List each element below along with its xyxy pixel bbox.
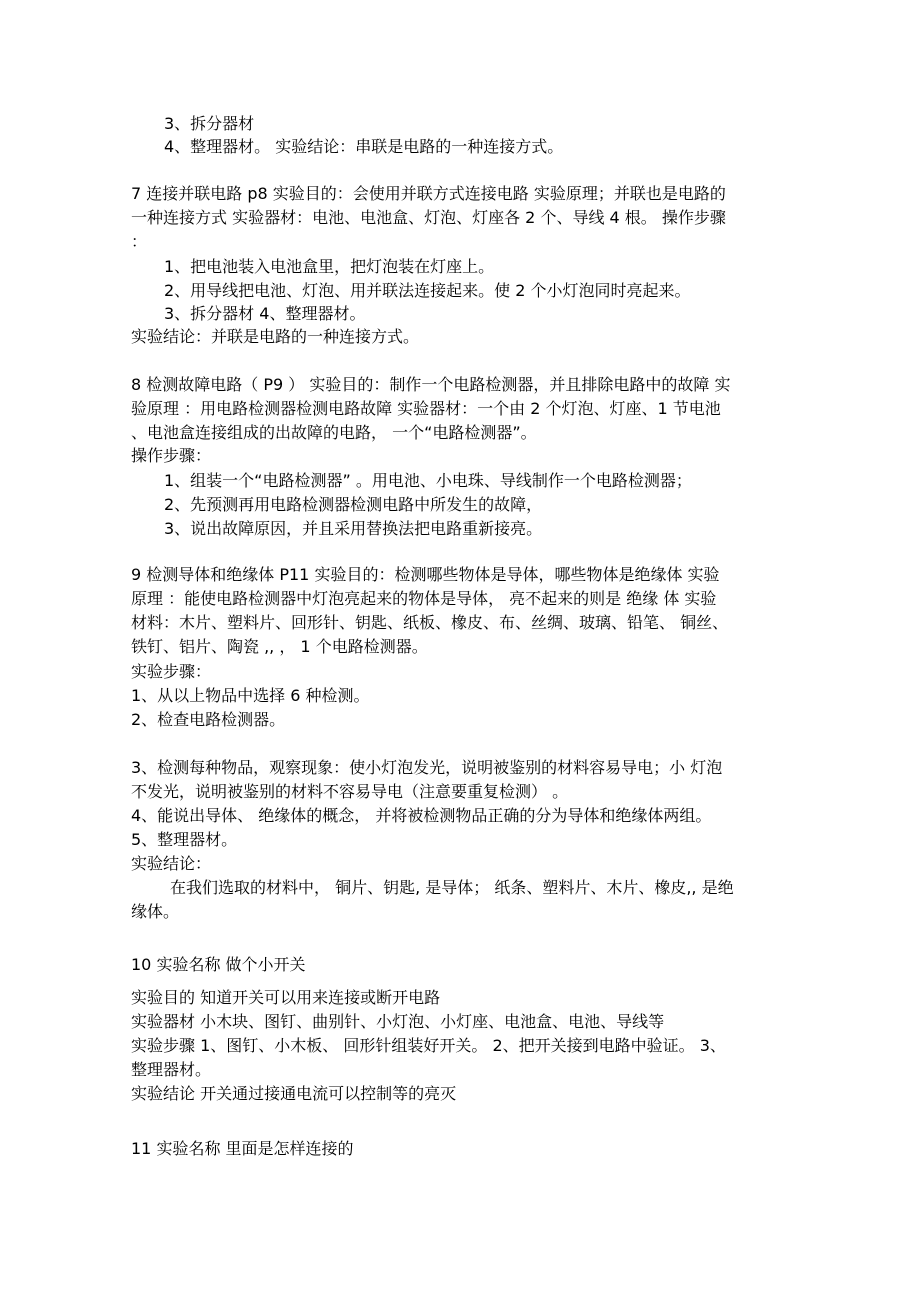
text-line: 2、检查电路检测器。 xyxy=(131,710,286,729)
text-line: 整理器材。 xyxy=(131,1060,212,1079)
text-line: 实验目的 知道开关可以用来连接或断开电路 xyxy=(131,988,441,1007)
text-line: 1、把电池装入电池盒里，把灯泡装在灯座上。 xyxy=(164,257,495,276)
text-line: 5、整理器材。 xyxy=(131,830,238,849)
text-line: 实验步骤 1、图钉、小木板、 回形针组装好开关。 2、把开关接到电路中验证。 3、 xyxy=(131,1036,726,1055)
text-line: 3、拆分器材 4、整理器材。 xyxy=(164,304,366,323)
section-heading: 10 实验名称 做个小开关 xyxy=(131,955,306,974)
text-line: 材料：木片、塑料片、回形针、钥匙、纸板、橡皮、布、丝绸、玻璃、铅笔、 铜丝、 xyxy=(131,613,729,632)
text-line: 8 检测故障电路（ P9 ） 实验目的：制作一个电路检测器，并且排除电路中的故障 实 xyxy=(131,375,731,394)
text-line: 缘体。 xyxy=(131,902,180,921)
text-line: 不发光，说明被鉴别的材料不容易导电（注意要重复检测） 。 xyxy=(131,782,569,801)
text-line: 一种连接方式 实验器材：电池、电池盒、灯泡、灯座各 2 个、导线 4 根。 操作步骤 xyxy=(131,208,726,227)
text-line: 3、拆分器材 xyxy=(164,114,255,133)
text-line: 铁钉、铝片、陶瓷 ,, ， 1 个电路检测器。 xyxy=(131,637,428,656)
text-line: 9 检测导体和绝缘体 P11 实验目的：检测哪些物体是导体，哪些物体是绝缘体 实验 xyxy=(131,565,720,584)
text-line: 在我们选取的材料中， 铜片、钥匙, 是导体； 纸条、塑料片、木片、橡皮,, 是绝 xyxy=(170,878,734,897)
text-line: 4、整理器材。 实验结论：串联是电路的一种连接方式。 xyxy=(164,137,564,156)
text-line: 7 连接并联电路 p8 实验目的：会使用并联方式连接电路 实验原理；并联也是电路的 xyxy=(131,184,726,203)
text-line: 实验结论：并联是电路的一种连接方式。 xyxy=(131,327,420,346)
text-line: 3、检测每种物品，观察现象：使小灯泡发光，说明被鉴别的材料容易导电；小 灯泡 xyxy=(131,758,723,777)
section-heading: 11 实验名称 里面是怎样连接的 xyxy=(131,1139,354,1158)
text-line: 操作步骤： xyxy=(131,446,212,465)
text-line: 4、能说出导体、 绝缘体的概念， 并将被检测物品正确的分为导体和绝缘体两组。 xyxy=(131,806,712,825)
text-line: 实验结论 开关通过接通电流可以控制等的亮灭 xyxy=(131,1084,457,1103)
text-line: 1、从以上物品中选择 6 种检测。 xyxy=(131,686,370,705)
text-line: 3、说出故障原因，并且采用替换法把电路重新接亮。 xyxy=(164,519,543,538)
text-line: 、电池盒连接组成的出故障的电路， 一个“电路检测器”。 xyxy=(131,423,537,442)
text-line: 2、用导线把电池、灯泡、用并联法连接起来。使 2 个小灯泡同时亮起来。 xyxy=(164,281,691,300)
text-line: 2、先预测再用电路检测器检测电路中所发生的故障， xyxy=(164,495,543,514)
text-line: 实验步骤： xyxy=(131,662,212,681)
text-line: 实验器材 小木块、图钉、曲别针、小灯泡、小灯座、电池盒、电池、导线等 xyxy=(131,1012,665,1031)
text-line: 1、组装一个“电路检测器” 。用电池、小电珠、导线制作一个电路检测器； xyxy=(164,471,692,490)
text-line: 原理 ：能使电路检测器中灯泡亮起来的物体是导体， 亮不起来的则是 绝缘 体 实验 xyxy=(131,589,717,608)
text-line: 验原理 ：用电路检测器检测电路故障 实验器材：一个由 2 个灯泡、灯座、1 节电池 xyxy=(131,399,721,418)
text-line: 实验结论： xyxy=(131,854,212,873)
text-line: ： xyxy=(131,232,148,251)
